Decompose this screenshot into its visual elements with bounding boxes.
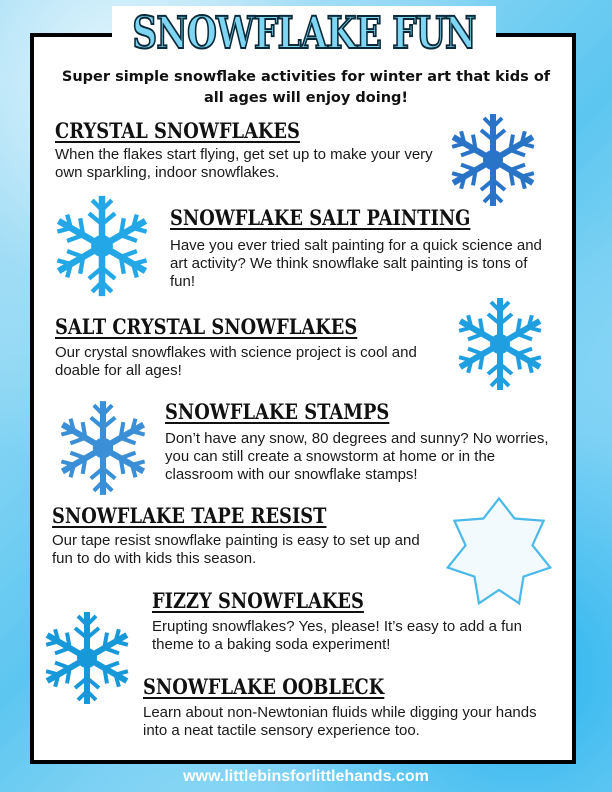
text-tape-resist: Our tape resist snowflake painting is easy to set up and fun to do with kids this season. [52, 532, 420, 567]
snowflake-stamp-icon [48, 394, 158, 502]
subtitle: Super simple snowflake activities for winter art that kids of all ages will enjoy doing! [61, 69, 551, 106]
text-fizzy: Erupting snowflakes? Yes, please! It’s easy to add a fun theme to a baking soda experiment! [152, 618, 522, 653]
text-crystal-snowflakes: When the flakes start flying, get set up to make your very own sparkling, indoor snowflakes. [55, 146, 433, 181]
heading-tape-resist: SNOWFLAKE TAPE RESIST [52, 503, 327, 528]
heading-crystal-snowflakes: CRYSTAL SNOWFLAKES [55, 118, 300, 143]
tape-resist-snowflake-icon [432, 494, 566, 610]
page-title: SNOWFLAKE FUN [132, 8, 476, 59]
heading-salt-crystal: SALT CRYSTAL SNOWFLAKES [55, 314, 358, 339]
blue-snowflake-icon [448, 288, 552, 400]
text-stamps: Don’t have any snow, 80 degrees and sunny? No worries, you can still create a snowstorm at home or in the classroom with our snowflake stamps! [165, 430, 549, 483]
heading-salt-painting: SNOWFLAKE SALT PAINTING [170, 205, 471, 230]
text-salt-crystal: Our crystal snowflakes with science project is cool and doable for all ages! [55, 344, 417, 379]
text-oobleck: Learn about non-Newtonian fluids while digging your hands into a neat tactile sensory experience too. [143, 704, 537, 739]
heading-fizzy: FIZZY SNOWFLAKES [152, 588, 364, 613]
text-salt-painting: Have you ever tried salt painting for a quick science and art activity? We think snowflake salt painting is tons of fun! [170, 237, 542, 290]
fizzy-snowflake-icon [36, 596, 138, 720]
footer-website: www.littlebinsforlittlehands.com [183, 768, 429, 785]
snowflake-outline-icon [42, 182, 162, 310]
heading-oobleck: SNOWFLAKE OOBLECK [143, 674, 385, 699]
heading-stamps: SNOWFLAKE STAMPS [165, 399, 390, 424]
crystal-snowflake-icon [440, 105, 546, 215]
